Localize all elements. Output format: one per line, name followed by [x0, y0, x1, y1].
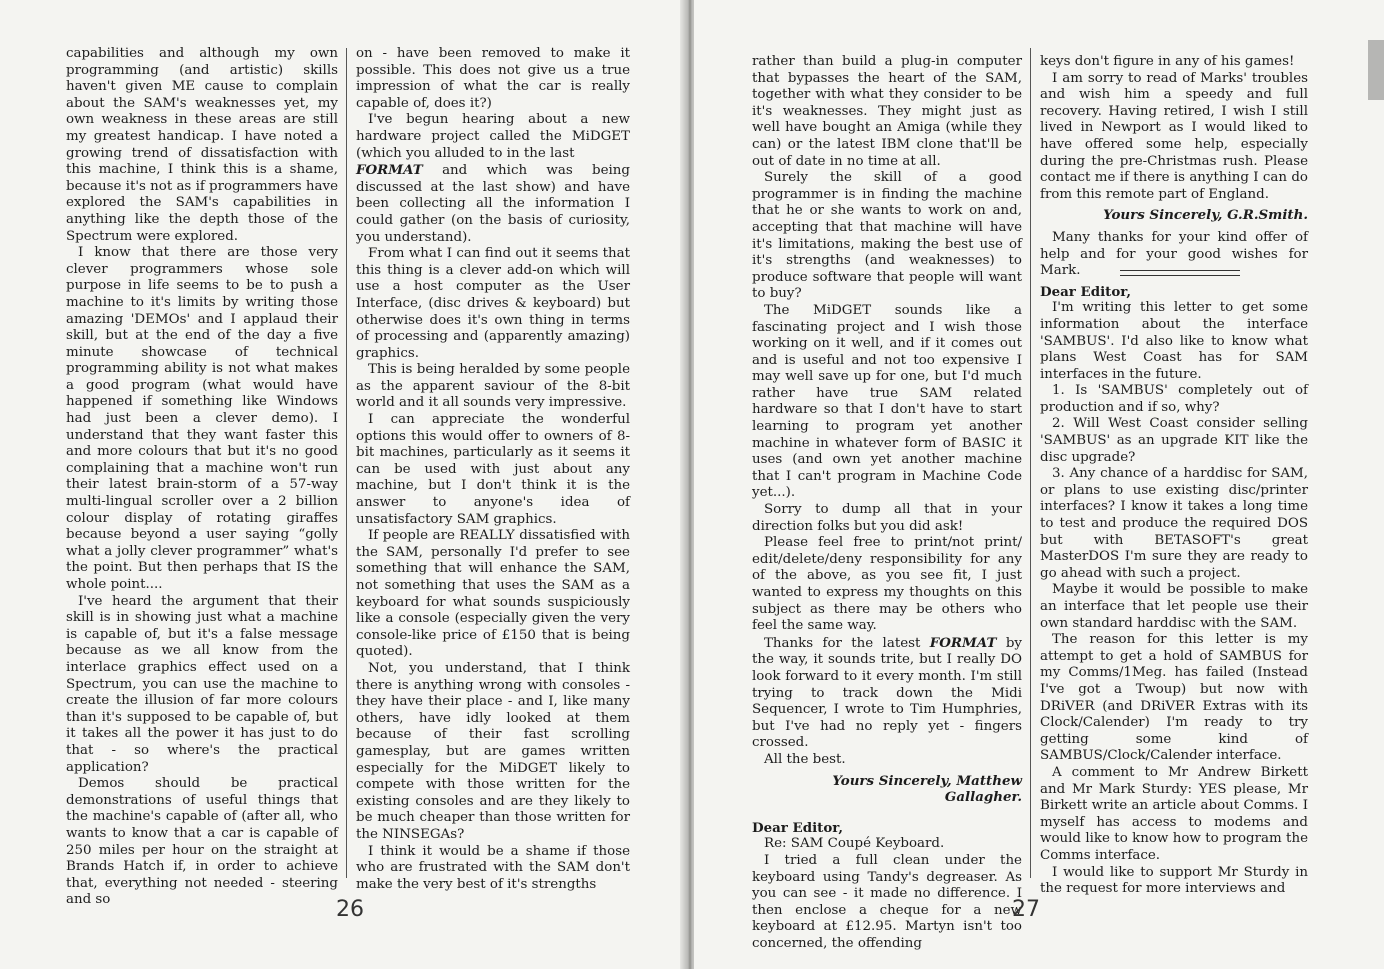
page-number: 26: [336, 897, 364, 922]
signature: Yours Sincerely, Matthew Gallagher.: [832, 772, 1022, 806]
paragraph: I tried a full clean under the keyboard using Tandy's degreaser. As you can see - it made no difference. I then enclose a cheque for a new keyboard at £12.95. Martyn isn't too concerned, the offending: [752, 852, 1022, 951]
paragraph: I am sorry to read of Marks' troubles and wish him a speedy and full recovery. Having retired, I wish I still lived in Newport as I would liked to have offered some help, especially during the pre-Christmas rush. Please contact me if there is anything I can do from this remote part of England.: [1040, 70, 1308, 202]
paragraph: I've begun hearing about a new hardware project called the MiDGET (which you alluded to in the last: [356, 112, 630, 161]
paragraph: I would like to support Mr Sturdy in the request for more interviews and: [1040, 864, 1308, 897]
left-page-column-1: [66, 46, 338, 908]
paragraph: 2. Will West Coast consider selling 'SAMBUS' as an upgrade KIT like the disc upgrade?: [1040, 416, 1308, 465]
paragraph: Surely the skill of a good programmer is in finding the machine that he or she wants to work on and, accepting that that machine will have it's limitations, making the best use of it's strengths (and weaknesses) to produce software that people will want to buy?: [752, 170, 1022, 302]
paragraph: The MiDGET sounds like a fascinating project and I wish those working on it well, and if it comes out and is useful and not too expensive I may well save up for one, but I'd much rather have true SAM related hardware so that I don't have to start learning to program yet another machine in whatever form of BASIC it uses (and own yet another machine that I can't program in Machine Code yet...).: [752, 302, 1022, 501]
paragraph-text: Thanks for the latest: [764, 635, 921, 651]
paragraph-text: by the way, it sounds trite, but I really DO look forward to it every month. I'm still trying to track down the Midi Sequencer, I wrote to Tim Humphries, but I've had no reply yet - fingers crossed.: [752, 635, 1022, 751]
paragraph: I think it would be a shame if those who are frustrated with the SAM don't make the very best of it's strengths: [356, 843, 630, 892]
paragraph: capabilities and although my own programming (and artistic) skills haven't given ME cause to complain about the SAM's weaknesses yet, my own weakness in these areas are still my greatest handicap. I have noted a growing trend of dissatisfaction with this machine, I think this is a shame, because it's not as if programmers have explored the SAM's capabilities in anything like the depth those of the Spectrum were explored.: [66, 46, 338, 244]
paragraph-text: and which was being discussed at the last show) and have been collecting all the information I could gather (on the basis of curiosity, you understand).: [356, 163, 630, 245]
paragraph: The reason for this letter is my attempt to get a hold of SAMBUS for my Comms/1Meg. has failed (Instead I've got a Twoup) but now with DRiVER (and DRiVER Extras with its Clock/Calender) I'm ready to try getting some kind of SAMBUS/Clock/Calender interface.: [1040, 632, 1308, 764]
right-page-column-2: [1040, 54, 1308, 897]
editor-reply: Many thanks for your kind offer of help and for your good wishes for Mark.: [1040, 229, 1308, 279]
paragraph: Sorry to dump all that in your direction folks but you did ask!: [752, 502, 1022, 534]
paragraph: I know that there are those very clever programmers whose sole purpose in life seems to be to push a machine to it's limits by writing those amazing 'DEMOs' and I applaud their skill, but at the end of the day a five minute showcase of technical programming ability is not what makes a good program (what would have happened if something like Windows had just been a clever demo). I understand that they want faster this and more colours that but it's no good complaining that a machine won't run their latest brain-storm of a 57-way multi-lingual scroller over a 2 billion colour display of rotating giraffes because beyond a user saying “golly what a jolly clever programmer” what's the point. But then perhaps that IS the whole point....: [66, 245, 338, 592]
right-page: [694, 0, 1384, 969]
column-divider: [1030, 48, 1031, 878]
letter-separator: [1120, 270, 1240, 276]
left-page-column-2: [356, 46, 630, 892]
paragraph: Re: SAM Coupé Keyboard.: [764, 836, 945, 852]
paragraph: [356, 162, 630, 246]
paragraph: rather than build a plug-in computer that bypasses the heart of the SAM, together with what they consider to be it's weaknesses. They might just as well have bought an Amiga (while they can) or the latest IBM clone that'll be out of date in no time at all.: [752, 54, 1022, 169]
paragraph: From what I can find out it seems that this thing is a clever add-on which will use a host computer as the User Interface, (disc drives & keyboard) but otherwise does it's own thing in terms of processing and (apparently amazing) graphics.: [356, 246, 630, 361]
paragraph: I'm writing this letter to get some information about the interface 'SAMBUS'. I'd also like to know what plans West Coast has for SAM interfaces in the future.: [1040, 300, 1308, 382]
column-divider: [346, 48, 347, 878]
format-magazine-name: FORMAT: [929, 634, 997, 651]
paragraph: I've heard the argument that their skill is in showing just what a machine is capable of, but it's a false message because as we all know from the interlace graphics effect used on a Spectrum, you can use the machine to create the illusion of far more colours than it's supposed to be capable of, but it takes all the power it has just to do that - so where's the practical application?: [66, 593, 338, 775]
letter-heading: Dear Editor,: [1040, 283, 1132, 300]
left-page: [0, 0, 688, 969]
right-page-column-1: [752, 54, 1022, 951]
page-number: 27: [1012, 897, 1040, 922]
format-magazine-name: FORMAT: [356, 162, 423, 179]
paragraph: [752, 635, 1022, 752]
paragraph: Please feel free to print/not print/ edit/delete/deny responsibility for any of the above, as you see fit, I just wanted to express my thoughts on this subject as there may be others who feel the same way.: [752, 535, 1022, 634]
paragraph: on - have been removed to make it possible. This does not give us a true impression of what the car is really capable of, does it?): [356, 46, 630, 111]
paragraph: Demos should be practical demonstrations of useful things that the machine's capable of (after all, who wants to know that a car is capable of 250 miles per hour on the straight at Brands Hatch if, in order to achieve that, everything not needed - steering and so: [66, 776, 338, 908]
paragraph: Maybe it would be possible to make an interface that let people use their own standard harddisc with the SAM.: [1040, 582, 1308, 631]
scan-edge-mark: [1368, 40, 1384, 100]
paragraph: Not, you understand, that I think there is anything wrong with consoles - they have their place - and I, like many others, have idly looked at them because of their fast scrolling gamesplay, but are games written especially for the MiDGET likely to compete with those written for the existing consoles and are they likely to be much cheaper than those written for the NINSEGAs?: [356, 660, 630, 842]
paragraph: A comment to Mr Andrew Birkett and Mr Mark Sturdy: YES please, Mr Birkett write an article about Comms. I myself has access to modems and would like to know how to program the Comms interface.: [1040, 764, 1308, 863]
paragraph: I can appreciate the wonderful options this would offer to owners of 8-bit machines, particularly as it seems it can be used with just about any machine, but I don't think it is the answer to anyone's idea of unsatisfactory SAM graphics.: [356, 412, 630, 527]
paragraph: 1. Is 'SAMBUS' completely out of production and if so, why?: [1040, 383, 1308, 415]
paragraph: This is being heralded by some people as the apparent saviour of the 8-bit world and it all sounds very impressive.: [356, 362, 630, 411]
paragraph: All the best.: [764, 751, 846, 767]
letter-heading: Dear Editor,: [752, 819, 844, 836]
paragraph: keys don't figure in any of his games!: [1040, 54, 1295, 69]
signature: Yours Sincerely, G.R.Smith.: [1103, 207, 1308, 224]
paragraph: If people are REALLY dissatisfied with the SAM, personally I'd prefer to see something that will enhance the SAM, not something that uses the SAM as a keyboard for what sounds suspiciously like a console (especially given the very console-like price of £150 that is being quoted).: [356, 528, 630, 660]
paragraph: 3. Any chance of a harddisc for SAM, or plans to use existing disc/printer interfaces? I know it takes a long time to test and produce the required DOS but with BETASOFT's great MasterDOS I'm sure they are ready to go ahead with such a project.: [1040, 466, 1308, 581]
